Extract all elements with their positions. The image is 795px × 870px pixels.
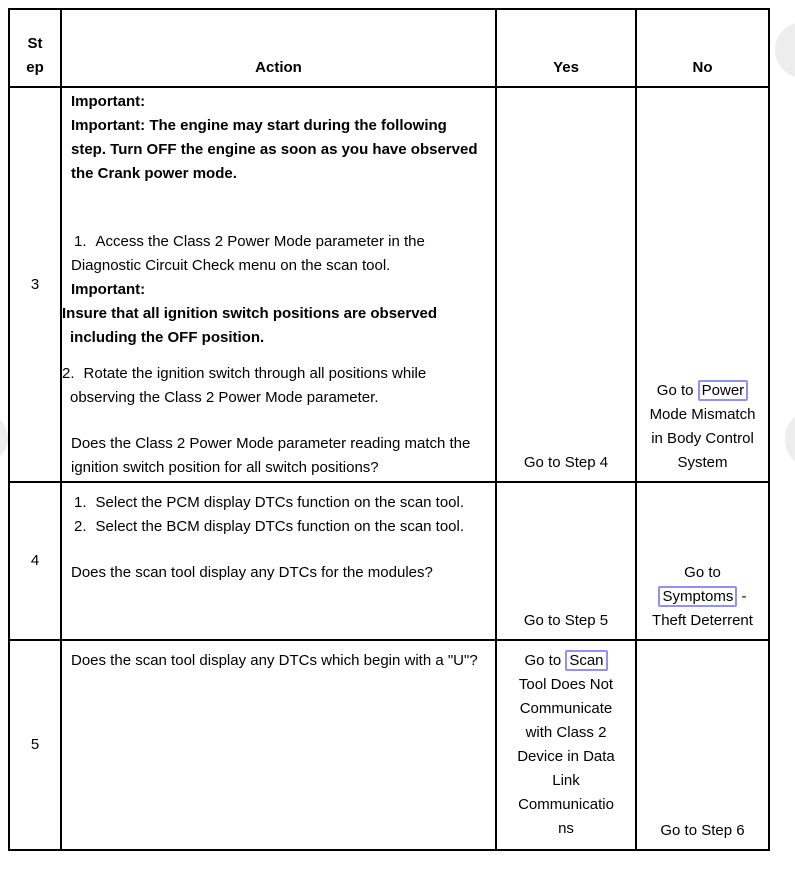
action-step-item: 1. Access the Class 2 Power Mode parameter in the Diagnostic Circuit Check menu on the scan tool.: [71, 233, 425, 274]
yes-cell-step3: [495, 86, 635, 481]
step-number-cell: 4: [10, 481, 60, 639]
important-label: Important:: [71, 281, 146, 298]
action-question: Does the Class 2 Power Mode parameter reading match the ignition switch position for all switch positions?: [71, 435, 471, 476]
no-cell-step5: [635, 639, 768, 849]
link-power[interactable]: Power: [698, 380, 749, 401]
yes-cell-step4: [495, 481, 635, 639]
link-scan[interactable]: Scan: [565, 650, 607, 671]
diagnostic-steps-table: [8, 8, 770, 851]
yes-answer: Go to Step 5: [523, 612, 609, 629]
no-cell-step3: [635, 86, 768, 481]
action-cell-step3: [60, 86, 495, 481]
no-answer: Go to Step 6: [660, 822, 745, 839]
header-no: No: [635, 10, 768, 86]
next-page-button-partial[interactable]: [785, 408, 795, 470]
no-cell-step4: [635, 481, 768, 639]
action-question: Does the scan tool display any DTCs for the modules?: [71, 564, 433, 581]
header-step-line2: ep: [26, 59, 44, 76]
prev-page-button-partial[interactable]: [0, 413, 8, 463]
no-answer: Go to Symptoms - Theft Deterrent: [652, 564, 753, 629]
no-answer: Go to Power Mode Mismatch in Body Control System: [649, 382, 756, 471]
yes-answer: Go to Step 4: [523, 454, 609, 471]
action-step-item: 1. Select the PCM display DTCs function on the scan tool.: [74, 494, 465, 511]
header-step-line1: St: [27, 35, 43, 52]
yes-cell-step5: [495, 639, 635, 849]
link-symptoms[interactable]: Symptoms: [658, 586, 737, 607]
header-action: Action: [60, 10, 495, 86]
header-step: [10, 10, 60, 86]
action-step-item: 2. Rotate the ignition switch through all positions while observing the Class 2 Power Mode parameter.: [62, 365, 427, 406]
header-yes: Yes: [495, 10, 635, 86]
yes-answer: Go to Scan Tool Does Not Communicate with Class 2 Device in Data Link Communications: [517, 652, 615, 837]
important-note: Insure that all ignition switch positions are observed including the OFF position.: [62, 305, 438, 346]
step-number-cell: 3: [10, 86, 60, 481]
action-cell-step5: [60, 639, 495, 849]
action-step-item: 2. Select the BCM display DTCs function on the scan tool.: [74, 518, 465, 535]
action-question: Does the scan tool display any DTCs which begin with a "U"?: [71, 652, 478, 669]
chevron-right-icon: [775, 22, 795, 78]
step-number-cell: 5: [10, 639, 60, 849]
important-warning: Important: The engine may start during the following step. Turn OFF the engine as soon as you have observed the Crank power mode.: [71, 117, 478, 182]
important-label: Important:: [71, 93, 146, 110]
next-page-button[interactable]: [775, 22, 795, 78]
action-cell-step4: [60, 481, 495, 639]
